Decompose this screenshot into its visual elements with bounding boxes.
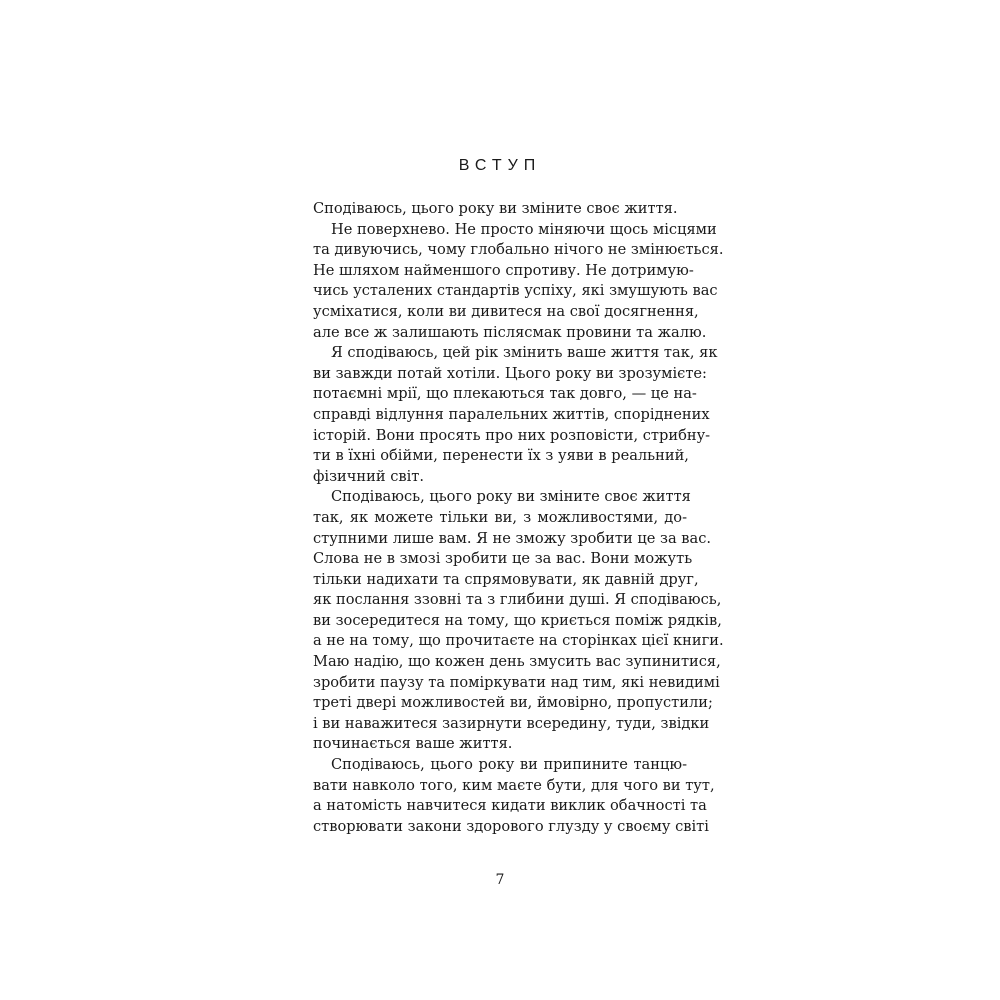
text-line: Маю надію, що кожен день змусить вас зупинитися, bbox=[313, 653, 721, 671]
text-line: починається ваше життя. bbox=[313, 735, 513, 753]
text-line: а натомість навчитеся кидати виклик обачності та bbox=[313, 797, 707, 815]
text-line: ви завжди потай хотіли. Цього року ви зрозумієте: bbox=[313, 364, 707, 382]
paragraph bbox=[313, 220, 724, 344]
paragraph bbox=[313, 755, 715, 837]
text-line: потаємні мрії, що плекаються так довго, — це на- bbox=[313, 385, 697, 403]
paragraph bbox=[313, 487, 724, 755]
text-line: треті двері можливостей ви, ймовірно, пропустили; bbox=[313, 694, 713, 712]
text-line: тільки надихати та спрямовувати, як давній друг, bbox=[313, 570, 699, 588]
text-line: і ви наважитеся зазирнути всередину, туди, звідки bbox=[313, 714, 710, 732]
text-line: Я сподіваюсь, цей рік змінить ваше життя так, як bbox=[331, 344, 718, 362]
text-line: та дивуючись, чому глобально нічого не змінюється. bbox=[313, 241, 724, 259]
text-line: створювати закони здорового глузду у своєму світі bbox=[313, 817, 709, 835]
text-line: Сподіваюсь, цього року ви припините танцю- bbox=[331, 756, 687, 774]
text-line: а не на тому, що прочитаєте на сторінках цієї книги. bbox=[313, 632, 724, 650]
text-line: Сподіваюсь, цього року ви зміните своє життя. bbox=[313, 200, 678, 217]
text-line: Не поверхнево. Не просто міняючи щось місцями bbox=[331, 220, 717, 238]
text-line: Слова не в змозі зробити це за вас. Вони можуть bbox=[313, 550, 693, 568]
text-line: справді відлуння паралельних життів, споріднених bbox=[313, 405, 710, 423]
text-line: ви зосередитеся на тому, що криється поміж рядків, bbox=[313, 611, 722, 629]
chapter-title: ВСТУП bbox=[458, 157, 542, 174]
text-line: Сподіваюсь, цього року ви зміните своє життя bbox=[331, 488, 691, 506]
text-line: але все ж залишають післясмак провини та жалю. bbox=[313, 323, 707, 341]
text-line: чись усталених стандартів успіху, які змушують вас bbox=[313, 282, 718, 300]
text-line: історій. Вони просять про них розповісти, стрибну- bbox=[313, 426, 711, 444]
text-line: як послання ззовні та з глибини душі. Я сподіваюсь, bbox=[313, 591, 722, 609]
paragraph bbox=[313, 199, 687, 220]
text-line: вати навколо того, ким маєте бути, для чого ви тут, bbox=[313, 776, 715, 794]
paragraph bbox=[313, 343, 718, 487]
text-line: ступними лише вам. Я не зможу зробити це за вас. bbox=[313, 529, 712, 547]
text-line: зробити паузу та поміркувати над тим, які невидимі bbox=[313, 673, 720, 691]
text-line: ти в їхні обійми, перенести їх з уяви в реальний, bbox=[313, 447, 689, 465]
text-line: Не шляхом найменшого спротиву. Не дотримую- bbox=[313, 261, 694, 279]
text-line: усміхатися, коли ви дивитеся на свої досягнення, bbox=[313, 302, 699, 320]
body-text bbox=[313, 199, 724, 837]
text-line: так, як можете тільки ви, з можливостями, до- bbox=[313, 508, 687, 526]
page-number: 7 bbox=[495, 872, 505, 888]
text-line: фізичний світ. bbox=[313, 467, 425, 485]
